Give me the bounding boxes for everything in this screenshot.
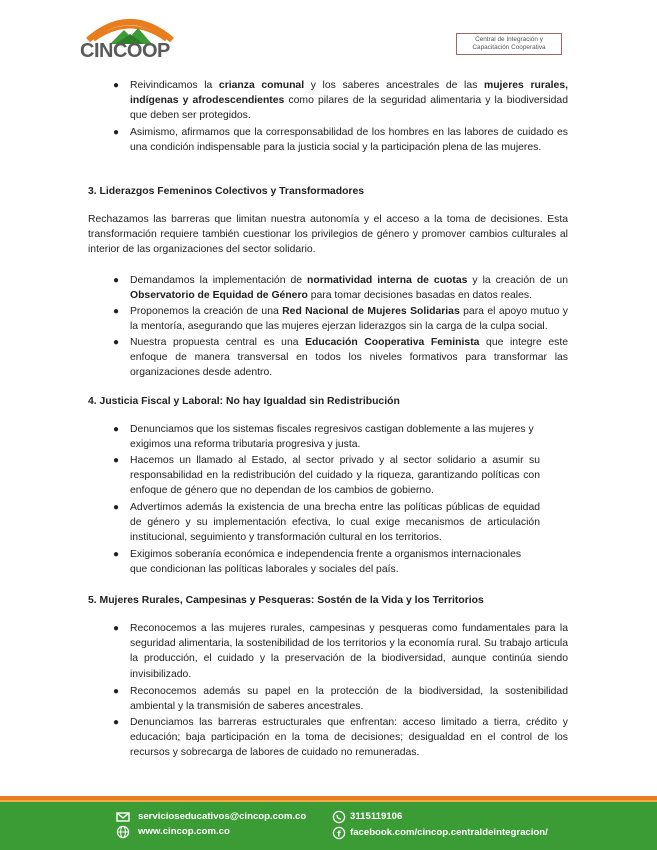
section-3-paragraph: Rechazamos las barreras que limitan nuestra autonomía y el acceso a la toma de decisiones. Esta transformación requiere también cuestionar los privilegios de género y promover cambios culturales al interior de las organizaciones del sector solidario. bbox=[88, 214, 568, 256]
page-footer bbox=[0, 802, 657, 850]
globe-icon bbox=[116, 825, 130, 839]
list-item: Exigimos soberanía económica e independencia frente a organismos internacionales que condicionan las políticas laborales y sociales del país. bbox=[130, 549, 522, 576]
bullet-dot: ● bbox=[113, 455, 120, 466]
bullet-dot: ● bbox=[113, 717, 120, 728]
list-item: Asimismo, afirmamos que la corresponsabilidad de los hombres en las labores de cuidado es una condición indispensable para la justicia social y la participación plena de las mujeres. bbox=[130, 127, 568, 154]
section-4-title: 4. Justicia Fiscal y Laboral: No hay Igualdad sin Redistribución bbox=[88, 396, 400, 407]
section-3-title: 3. Liderazgos Femeninos Colectivos y Transformadores bbox=[88, 186, 365, 197]
list-item: Reconocemos a las mujeres rurales, campesinas y pesqueras como fundamentales para la seguridad alimentaria, la sostenibilidad de los territorios y la economía rural. Su trabajo articula la producción, el cuidado y la preservación de la biodiversidad, aunque continúa siendo invisibilizado. bbox=[130, 623, 568, 680]
page-header bbox=[0, 0, 657, 68]
list-item: Reconocemos además su papel en la protección de la biodiversidad, la sostenibilidad ambiental y la transmisión de saberes ancestrales. bbox=[130, 686, 568, 713]
bullet-dot: ● bbox=[113, 275, 120, 286]
footer-phone[interactable]: 3115119106 bbox=[350, 811, 403, 822]
list-item: Advertimos además la existencia de una brecha entre las políticas públicas de equidad de género y su implementación efectiva, lo cual exige mecanismos de articulación institucional, seguimiento y transformación cultural en los territorios. bbox=[130, 502, 540, 544]
facebook-icon bbox=[332, 826, 346, 840]
bullet-dot: ● bbox=[113, 549, 120, 560]
list-item: Proponemos la creación de una Red Nacional de Mujeres Solidarias para el apoyo mutuo y la mentoría, asegurando que las mujeres ejerzan liderazgos sin la carga de la culpa social. bbox=[130, 306, 569, 333]
organization-line-1: Central de Integración y bbox=[475, 36, 543, 43]
svg-text:f: f bbox=[337, 829, 341, 839]
whatsapp-icon bbox=[332, 810, 346, 824]
footer-facebook[interactable]: facebook.com/cincop.centraldeintegracion/ bbox=[350, 827, 548, 838]
email-icon bbox=[116, 810, 130, 824]
list-item: Nuestra propuesta central es una Educación Cooperativa Feminista que integre este enfoque de manera transversal en todos los niveles formativos para transformar las organizaciones desde adentro. bbox=[130, 337, 568, 379]
bullet-dot: ● bbox=[113, 127, 120, 138]
footer-website[interactable]: www.cincop.com.co bbox=[138, 826, 230, 837]
list-item: Denunciamos que los sistemas fiscales regresivos castigan doblemente a las mujeres y exigimos una reforma tributaria progresiva y justa. bbox=[130, 424, 534, 451]
bullet-dot: ● bbox=[113, 80, 120, 91]
bullet-dot: ● bbox=[113, 306, 120, 317]
section-5-title: 5. Mujeres Rurales, Campesinas y Pesqueras: Sostén de la Vida y los Territorios bbox=[88, 595, 484, 606]
list-item: Denunciamos las barreras estructurales que enfrentan: acceso limitado a tierra, crédito y educación; baja participación en la toma de decisiones; desigualdad en el control de los recursos y sobrecarga de labores de cuidado no remuneradas. bbox=[130, 717, 568, 759]
bullet-dot: ● bbox=[113, 623, 120, 634]
bullet-dot: ● bbox=[113, 686, 120, 697]
list-item: Demandamos la implementación de normatividad interna de cuotas y la creación de un Observatorio de Equidad de Género para tomar decisiones basadas en datos reales. bbox=[130, 275, 568, 302]
list-item: Reivindicamos la crianza comunal y los saberes ancestrales de las mujeres rurales, indígenas y afrodescendientes como pilares de la seguridad alimentaria y la biodiversidad que deben ser protegidos. bbox=[130, 80, 568, 122]
bullet-dot: ● bbox=[113, 337, 120, 348]
list-item: Hacemos un llamado al Estado, al sector privado y al sector solidario a asumir su responsabilidad en la redistribución del cuidado y la riqueza, garantizando políticas con enfoque de género que no dependan de los cambios de gobierno. bbox=[130, 455, 540, 497]
bullet-dot: ● bbox=[113, 502, 120, 513]
organization-box bbox=[456, 33, 562, 55]
organization-line-2: Capacitación Cooperativa bbox=[472, 44, 546, 51]
logo-text: CINCOOP bbox=[80, 40, 170, 62]
footer-email[interactable]: servicioseducativos@cincop.com.co bbox=[138, 811, 307, 822]
bullet-dot: ● bbox=[113, 424, 120, 435]
